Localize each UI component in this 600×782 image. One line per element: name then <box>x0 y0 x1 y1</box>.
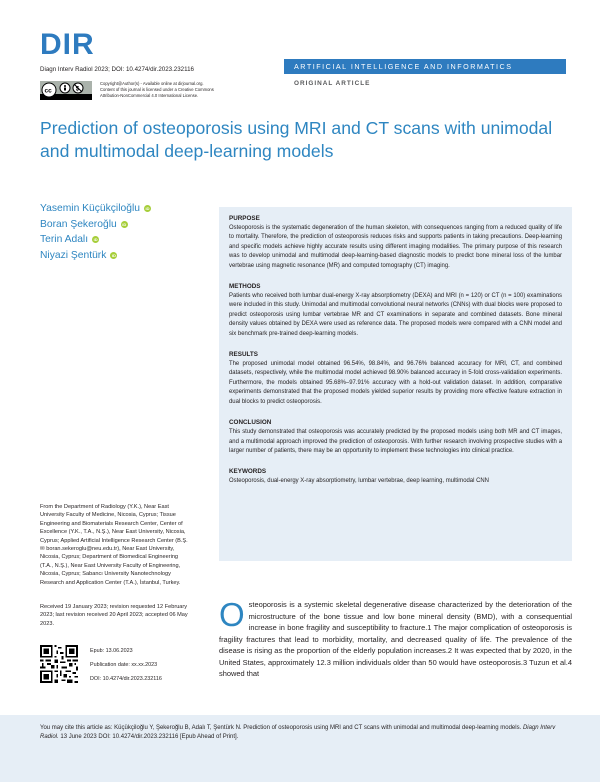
orcid-icon[interactable]: iD <box>145 206 150 212</box>
dir-logo <box>40 28 106 58</box>
publication-date: Publication date: xx.xx.2023 <box>90 662 158 668</box>
abstract-panel <box>219 207 572 561</box>
license-line: Copyright@Author(s) - Available online at dirjournal.org. <box>100 81 204 86</box>
conclusion-heading: CONCLUSION <box>229 419 272 427</box>
section-banner <box>284 59 566 74</box>
citation-text <box>0 715 600 742</box>
results-heading: RESULTS <box>229 351 258 359</box>
body-text: steoporosis is a systemic skeletal degenerative disease characterized by the deterioration of the microstructure of the bone tissue and low bone mineral density (BMD), with a consequential increase in bone fragility and susceptibility to fracture.1 The major complication of osteoporosis is fragility fractures that lead to morbidity, mortality, and decreased quality of life. The prevalence of the disease is rising as the proportion of the elderly population increases.2 It was expected that by 2020, in the United States, approximately 12.3 million individuals older than 50 would have osteoporosis.3 Tuzun et al.4 showed that <box>219 600 572 678</box>
author-list <box>40 201 151 263</box>
svg-text:$: $ <box>75 86 80 93</box>
keywords-heading: KEYWORDS <box>229 468 267 476</box>
article-title: Prediction of osteoporosis using MRI and CT scans with unimodal and multimodal deep-learning models <box>40 118 553 161</box>
citation-authors: Küçükçiloğlu Y, Şekeroğlu B, Adalı T, Şentürk N. Prediction of osteoporosis using MRI and CT scans with unimodal and multimodal deep-learning models. <box>114 725 523 731</box>
cc-license-badge <box>40 81 92 100</box>
license-line: Attribution-NonCommercial 4.0 International License. <box>100 93 199 98</box>
orcid-icon[interactable]: iD <box>111 252 116 258</box>
citation-journal: Diagn Interv Radiol. <box>40 725 556 740</box>
author-item <box>40 248 151 264</box>
author-name: Terin Adalı <box>40 234 89 245</box>
section-banner-label: ARTIFICIAL INTELLIGENCE AND INFORMATICS <box>294 62 513 71</box>
qr-code-icon <box>40 645 78 683</box>
body-paragraph <box>219 596 572 680</box>
results-text: The proposed unimodal model obtained 96.54%, 98.84%, and 96.76% balanced accuracy for MRI, CT, and combined datasets, respectively, while the multimodal model achieved 98.90% balanced accuracy in 5-fold cross-validation experiments. Furthermore, the models obtained 95.68%–97.91% accuracy with a hold-out validation dataset. In addition, comparative experiments demonstrated that the proposed models yielded superior results by providing more effective feature extraction in dual blocks to predict osteoporosis. <box>229 361 562 405</box>
dir-logo-text: DIR <box>40 28 95 58</box>
methods-text: Patients who received both lumbar dual-energy X-ray absorptiometry (DEXA) and MRI (n = 120) or CT (n = 100) examinations were included in this study. Unimodal and multimodal convolutional neural networks (CNNs) with dual blocks were proposed to predict osteoporosis using lumbar vertebrae MR and CT examinations in separate and combined datasets. Bone mineral density values obtained by DEXA were used as reference data. The proposed models were compared with a CNN model and six benchmark pre-trained deep-learning models. <box>229 293 562 337</box>
doi-line: DOI: 10.4274/dir.2023.232116 <box>90 676 162 682</box>
received-dates: Received 19 January 2023; revision requested 12 February 2023; last revision received 20 April 2023; accepted 06 May 2023. <box>40 604 188 627</box>
author-name: Niyazi Şentürk <box>40 249 107 261</box>
conclusion-text: This study demonstrated that osteoporosis was accurately predicted by the proposed models using both MR and CT images, and a multimodal approach improved the prediction of osteoporosis. With further research involving prospective studies with a larger number of patients, there may be an opportunity to implement these technologies into clinical practice. <box>229 429 562 454</box>
svg-text:cc: cc <box>44 87 52 95</box>
methods-heading: METHODS <box>229 283 261 291</box>
dropcap-letter: O <box>219 596 245 633</box>
affiliations: From the Department of Radiology (Y.K.), Near East University Faculty of Medicine, Nicosia, Cyprus; Tissue Engineering and Biomaterials Research Center, Center of Excellence (Y.K., T.A., N.Ş.), Near East University, Nicosia, Cyprus; Applied Artificial Intelligence Research Center (B.Ş. ✉ boran.sekeroglu@neu.edu.tr), Near East University, Nicosia, Cyprus; Department of Biomedical Engineering (T.A., N.Ş.), Near East University Faculty of Engineering, Nicosia, Cyprus; Sabancı University Nanotechnology Research and Application Center (T.A.), İstanbul, Turkey. <box>40 504 188 586</box>
purpose-heading: PURPOSE <box>229 215 260 222</box>
author-item <box>40 201 151 217</box>
author-name: Boran Şekeroğlu <box>40 218 117 230</box>
orcid-icon[interactable]: iD <box>122 221 127 227</box>
author-name: Yasemin Küçükçiloğlu <box>40 203 140 214</box>
author-item <box>40 217 151 233</box>
article-type: ORIGINAL ARTICLE <box>294 80 371 87</box>
citation-footer <box>0 715 600 782</box>
purpose-text: Osteoporosis is the systematic degeneration of the human skeleton, with consequences ranging from a reduced quality of life to mortality. Therefore, the prediction of osteoporosis reduces risks and supports patients in taking precautions. Deep-learning and specific models achieve highly accurate results using different imaging modalities. The primary purpose of this research was to develop unimodal and multimodal deep-learning-based diagnostic models to predict bone mineral loss of the lumbar vertebrae using magnetic resonance (MR) and computed tomography (CT) imaging. <box>229 225 562 269</box>
citation-prefix: You may cite this article as: <box>40 725 115 731</box>
license-text <box>100 81 230 99</box>
author-item <box>40 232 151 248</box>
license-line: Content of this journal is licensed under a Creative Commons <box>100 87 214 92</box>
keywords-text: Osteoporosis, dual-energy X-ray absorptiometry, lumbar vertebrae, deep learning, multimodal CNN <box>229 478 489 485</box>
citation-rest: 13 June 2023 DOI: 10.4274/dir.2023.232116 [Epub Ahead of Print]. <box>58 734 239 740</box>
journal-doi-line: Diagn Interv Radiol 2023; DOI: 10.4274/dir.2023.232116 <box>40 66 194 73</box>
orcid-icon[interactable]: iD <box>93 237 98 243</box>
epub-date: Epub: 13.06.2023 <box>90 648 133 654</box>
